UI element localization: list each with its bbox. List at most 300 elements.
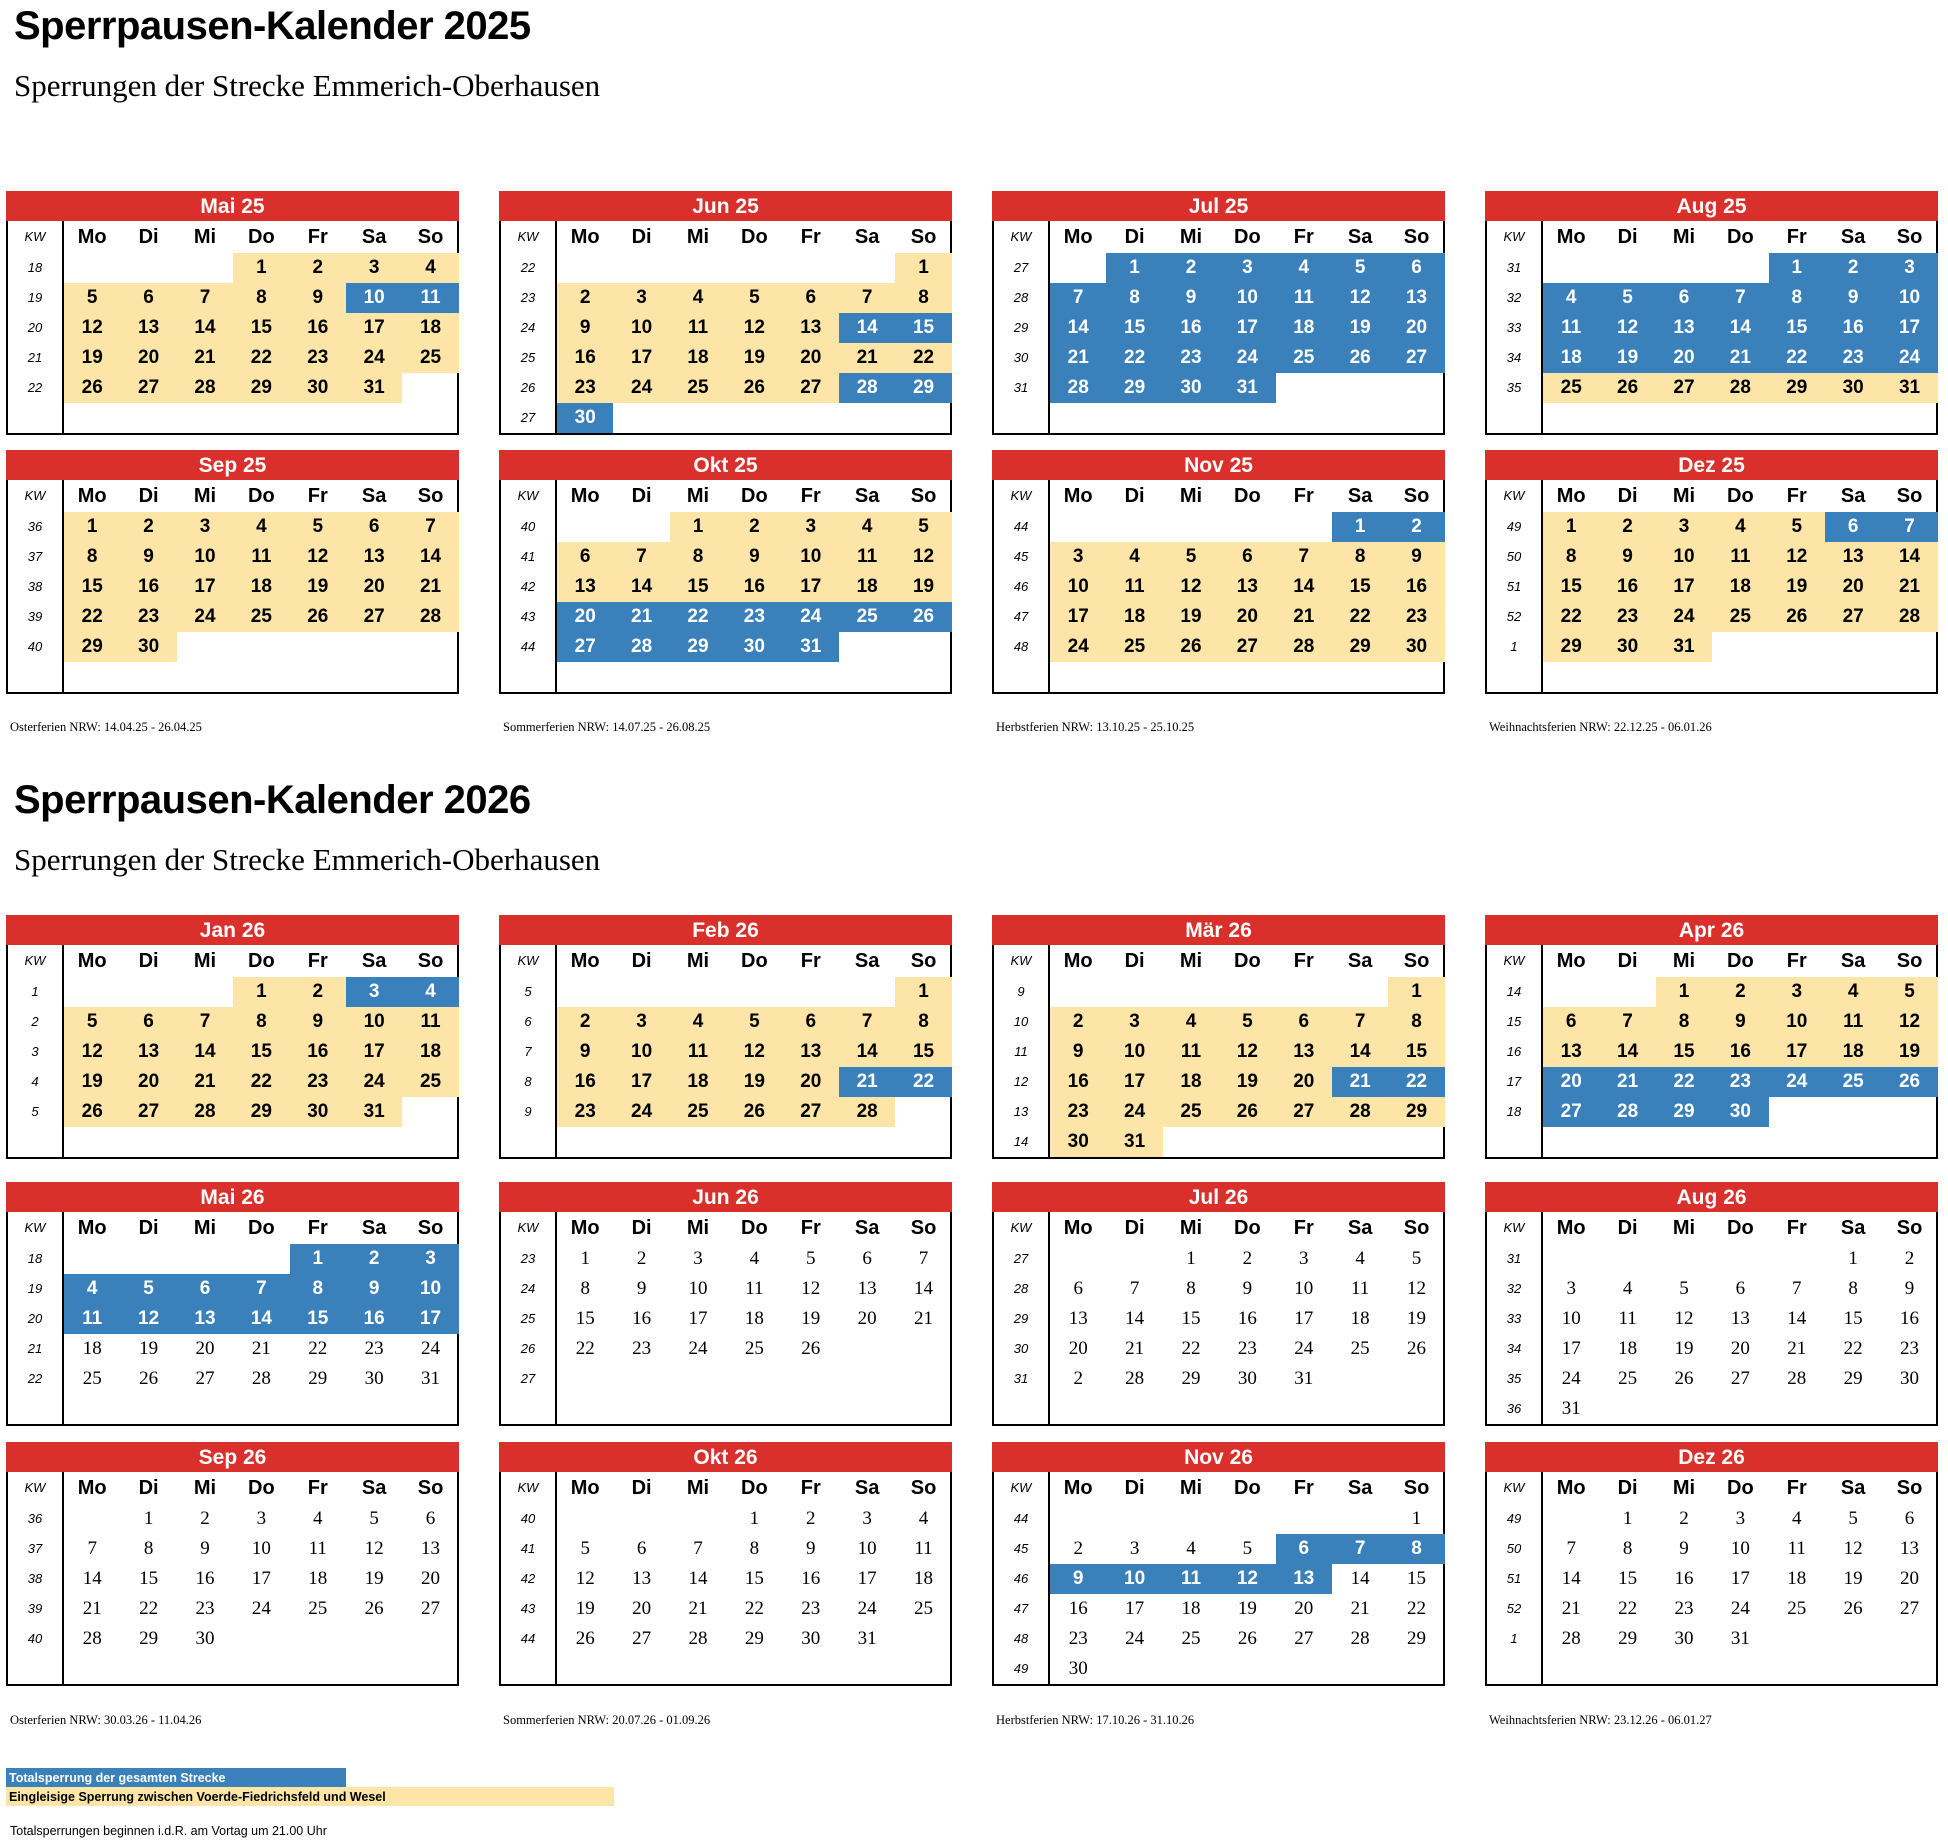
day-cell: 6 bbox=[862, 1248, 872, 1269]
day-cell: 1 bbox=[580, 1248, 590, 1269]
empty-day-cell bbox=[1106, 403, 1162, 433]
week-number bbox=[994, 1394, 1048, 1424]
day-cell: 26 bbox=[364, 1598, 384, 1619]
day-cell: 7 bbox=[1881, 512, 1937, 542]
day-cell: 28 bbox=[1881, 602, 1937, 632]
day-cell: 5 bbox=[120, 1274, 176, 1304]
month-calendar bbox=[6, 191, 459, 435]
day-cell: 21 bbox=[1350, 1598, 1370, 1619]
week-row bbox=[1487, 1654, 1936, 1684]
day-cell: 31 bbox=[1219, 373, 1275, 403]
weekday-header: Mo bbox=[1063, 1217, 1093, 1239]
weekday-header: Do bbox=[1234, 950, 1261, 972]
day-cell: 20 bbox=[421, 1568, 441, 1589]
month-calendar bbox=[992, 450, 1445, 694]
day-cell: 29 bbox=[1843, 1368, 1863, 1389]
empty-day-cell bbox=[1599, 1127, 1655, 1157]
day-cell: 4 bbox=[233, 512, 289, 542]
ferien-2025-herbst: Herbstferien NRW: 13.10.25 - 25.10.25 bbox=[996, 720, 1195, 734]
week-number: 13 bbox=[1013, 1104, 1029, 1119]
day-cell: 2 bbox=[1242, 1248, 1253, 1269]
day-cell: 23 bbox=[1163, 343, 1219, 373]
day-cell: 8 bbox=[1186, 1278, 1196, 1299]
empty-day-cell bbox=[670, 1394, 726, 1424]
day-cell: 8 bbox=[1543, 542, 1599, 572]
day-cell: 23 bbox=[1825, 343, 1881, 373]
day-cell: 24 bbox=[421, 1338, 441, 1359]
empty-day-cell bbox=[177, 632, 233, 662]
day-cell: 27 bbox=[1825, 602, 1881, 632]
day-cell: 14 bbox=[1787, 1308, 1807, 1329]
day-cell: 8 bbox=[1769, 283, 1825, 313]
day-cell: 31 bbox=[783, 632, 839, 662]
day-cell: 7 bbox=[839, 283, 895, 313]
day-cell: 13 bbox=[1276, 1037, 1332, 1067]
day-cell: 24 bbox=[688, 1338, 708, 1359]
day-cell: 30 bbox=[1599, 632, 1655, 662]
day-cell: 26 bbox=[1163, 632, 1219, 662]
empty-day-cell bbox=[1881, 662, 1937, 692]
week-number: 39 bbox=[27, 1601, 43, 1616]
day-cell: 1 bbox=[233, 977, 289, 1007]
empty-day-cell bbox=[1388, 373, 1444, 403]
empty-day-cell bbox=[64, 403, 120, 433]
empty-day-cell bbox=[613, 1654, 669, 1684]
week-number: 2 bbox=[31, 1014, 39, 1029]
week-row bbox=[1487, 662, 1936, 692]
day-cell: 28 bbox=[1712, 373, 1768, 403]
weekday-header: Mi bbox=[1179, 485, 1203, 507]
empty-day-cell bbox=[1543, 1127, 1599, 1157]
month-calendar bbox=[499, 1182, 952, 1426]
day-cell: 28 bbox=[1050, 373, 1106, 403]
week-row bbox=[1487, 1097, 1936, 1127]
day-cell: 17 bbox=[1294, 1308, 1314, 1329]
empty-day-cell bbox=[177, 977, 233, 1007]
week-row bbox=[994, 1504, 1443, 1534]
day-cell: 20 bbox=[346, 572, 402, 602]
day-cell: 21 bbox=[251, 1338, 271, 1359]
day-cell: 19 bbox=[801, 1308, 821, 1329]
day-cell: 22 bbox=[1106, 343, 1162, 373]
weekday-header: Sa bbox=[1840, 950, 1866, 972]
month-header: Okt 26 bbox=[499, 1442, 952, 1472]
day-cell: 20 bbox=[1068, 1338, 1088, 1359]
day-cell: 5 bbox=[1881, 977, 1937, 1007]
day-cell: 21 bbox=[177, 343, 233, 373]
day-cell: 21 bbox=[1276, 602, 1332, 632]
empty-day-cell bbox=[290, 662, 346, 692]
empty-day-cell bbox=[1599, 1394, 1655, 1424]
week-number: 20 bbox=[27, 320, 43, 335]
day-cell: 6 bbox=[425, 1508, 436, 1529]
day-cell: 26 bbox=[726, 373, 782, 403]
day-cell: 3 bbox=[862, 1508, 872, 1529]
week-row bbox=[8, 1244, 457, 1274]
day-cell: 6 bbox=[1904, 1508, 1915, 1529]
week-row bbox=[8, 1624, 457, 1654]
weekday-header: Sa bbox=[854, 226, 880, 248]
weekday-header: So bbox=[910, 1477, 937, 1499]
week-number: 47 bbox=[1013, 609, 1029, 624]
week-row bbox=[994, 1564, 1443, 1594]
empty-day-cell bbox=[895, 1127, 951, 1157]
week-number: 39 bbox=[27, 609, 43, 624]
day-cell: 11 bbox=[1106, 572, 1162, 602]
day-cell: 5 bbox=[580, 1538, 590, 1559]
week-row bbox=[8, 662, 457, 692]
day-cell: 17 bbox=[613, 1067, 669, 1097]
empty-day-cell bbox=[120, 403, 176, 433]
empty-day-cell bbox=[839, 1394, 895, 1424]
week-number: 43 bbox=[520, 609, 536, 624]
day-cell: 13 bbox=[1388, 283, 1444, 313]
day-cell: 5 bbox=[1411, 1248, 1422, 1269]
day-cell: 22 bbox=[64, 602, 120, 632]
week-row bbox=[994, 1334, 1443, 1364]
day-cell: 4 bbox=[1622, 1278, 1633, 1299]
weekday-header: Mi bbox=[1672, 950, 1696, 972]
week-number: 27 bbox=[1013, 260, 1029, 275]
day-cell: 2 bbox=[1825, 253, 1881, 283]
day-cell: 26 bbox=[801, 1338, 821, 1359]
day-cell: 8 bbox=[143, 1538, 154, 1559]
ferien-2025-weihnacht: Weihnachtsferien NRW: 22.12.25 - 06.01.26 bbox=[1489, 720, 1712, 734]
day-cell: 3 bbox=[1129, 1538, 1140, 1559]
day-cell: 18 bbox=[1618, 1338, 1638, 1359]
week-row bbox=[994, 602, 1443, 632]
day-cell: 1 bbox=[1769, 253, 1825, 283]
day-cell: 1 bbox=[1388, 977, 1444, 1007]
day-cell: 11 bbox=[1163, 1564, 1219, 1594]
empty-day-cell bbox=[783, 1364, 839, 1394]
day-cell: 1 bbox=[233, 253, 289, 283]
day-cell: 7 bbox=[1792, 1278, 1802, 1299]
day-cell: 12 bbox=[290, 542, 346, 572]
day-cell: 21 bbox=[688, 1598, 708, 1619]
month-header: Jul 25 bbox=[992, 191, 1445, 221]
day-cell: 19 bbox=[726, 343, 782, 373]
day-cell: 31 bbox=[1730, 1628, 1750, 1649]
week-row bbox=[1487, 1274, 1936, 1304]
day-cell: 14 bbox=[1050, 313, 1106, 343]
empty-day-cell bbox=[1163, 512, 1219, 542]
empty-day-cell bbox=[783, 1654, 839, 1684]
week-row bbox=[1487, 632, 1936, 662]
week-number: 31 bbox=[1013, 380, 1029, 395]
empty-day-cell bbox=[402, 373, 458, 403]
empty-day-cell bbox=[1881, 1097, 1937, 1127]
day-cell: 6 bbox=[120, 1007, 176, 1037]
day-cell: 5 bbox=[1769, 512, 1825, 542]
week-number: 20 bbox=[27, 1311, 43, 1326]
month-calendar bbox=[499, 191, 952, 435]
week-row bbox=[8, 1394, 457, 1424]
week-number: 3 bbox=[31, 1044, 39, 1059]
day-cell: 12 bbox=[801, 1278, 821, 1299]
empty-day-cell bbox=[1543, 403, 1599, 433]
day-cell: 15 bbox=[1181, 1308, 1201, 1329]
day-cell: 26 bbox=[64, 1097, 120, 1127]
day-cell: 13 bbox=[120, 1037, 176, 1067]
kw-header: KW bbox=[1503, 1480, 1525, 1495]
weekday-header: So bbox=[1403, 1477, 1430, 1499]
week-number: 22 bbox=[520, 260, 536, 275]
day-cell: 3 bbox=[346, 253, 402, 283]
day-cell: 7 bbox=[1050, 283, 1106, 313]
day-cell: 4 bbox=[1163, 1007, 1219, 1037]
day-cell: 22 bbox=[1181, 1338, 1201, 1359]
day-cell: 29 bbox=[1388, 1097, 1444, 1127]
weekday-header: Mo bbox=[77, 950, 107, 972]
week-number: 28 bbox=[1013, 290, 1029, 305]
day-cell: 19 bbox=[364, 1568, 384, 1589]
day-cell: 3 bbox=[256, 1508, 267, 1529]
day-cell: 15 bbox=[233, 1037, 289, 1067]
empty-day-cell bbox=[346, 662, 402, 692]
day-cell: 7 bbox=[918, 1248, 929, 1269]
day-cell: 5 bbox=[64, 283, 120, 313]
day-cell: 7 bbox=[233, 1274, 289, 1304]
day-cell: 6 bbox=[1825, 512, 1881, 542]
day-cell: 20 bbox=[783, 1067, 839, 1097]
week-row bbox=[501, 542, 950, 572]
empty-day-cell bbox=[1276, 1127, 1332, 1157]
day-cell: 6 bbox=[1219, 542, 1275, 572]
empty-day-cell bbox=[1712, 1244, 1768, 1274]
empty-day-cell bbox=[177, 403, 233, 433]
day-cell: 2 bbox=[1163, 253, 1219, 283]
day-cell: 19 bbox=[64, 1067, 120, 1097]
empty-day-cell bbox=[120, 1394, 176, 1424]
weekday-header: Mo bbox=[1556, 1217, 1586, 1239]
ferien-2025-oster: Osterferien NRW: 14.04.25 - 26.04.25 bbox=[10, 720, 202, 734]
day-cell: 22 bbox=[1407, 1598, 1427, 1619]
day-cell: 24 bbox=[1125, 1628, 1145, 1649]
day-cell: 29 bbox=[1106, 373, 1162, 403]
day-cell: 25 bbox=[308, 1598, 328, 1619]
kw-header: KW bbox=[517, 488, 539, 503]
month-header: Feb 26 bbox=[499, 915, 952, 945]
day-cell: 16 bbox=[1674, 1568, 1694, 1589]
day-cell: 14 bbox=[82, 1568, 102, 1589]
weekday-header: Sa bbox=[1840, 1217, 1866, 1239]
week-number: 27 bbox=[520, 410, 536, 425]
week-row bbox=[8, 1127, 457, 1157]
day-cell: 23 bbox=[290, 1067, 346, 1097]
empty-day-cell bbox=[1656, 1654, 1712, 1684]
empty-day-cell bbox=[783, 977, 839, 1007]
day-cell: 16 bbox=[1825, 313, 1881, 343]
month-header: Mär 26 bbox=[992, 915, 1445, 945]
weekday-header: Di bbox=[138, 950, 159, 972]
empty-day-cell bbox=[1332, 373, 1388, 403]
month-header: Apr 26 bbox=[1485, 915, 1938, 945]
day-cell: 22 bbox=[1843, 1338, 1863, 1359]
empty-day-cell bbox=[726, 1654, 782, 1684]
day-cell: 11 bbox=[1825, 1007, 1881, 1037]
empty-day-cell bbox=[726, 977, 782, 1007]
weekday-header: So bbox=[417, 1477, 444, 1499]
kw-header: KW bbox=[517, 1220, 539, 1235]
empty-day-cell bbox=[726, 1394, 782, 1424]
weekday-header: Di bbox=[1124, 1477, 1145, 1499]
week-row bbox=[8, 253, 457, 283]
empty-day-cell bbox=[1219, 1394, 1275, 1424]
day-cell: 21 bbox=[1332, 1067, 1388, 1097]
empty-day-cell bbox=[1332, 1654, 1388, 1684]
weekday-header: Mi bbox=[1179, 1477, 1203, 1499]
week-row bbox=[8, 1037, 457, 1067]
week-number: 14 bbox=[1506, 984, 1522, 999]
day-cell: 11 bbox=[233, 542, 289, 572]
day-cell: 10 bbox=[1106, 1037, 1162, 1067]
empty-day-cell bbox=[1712, 662, 1768, 692]
week-row bbox=[1487, 253, 1936, 283]
day-cell: 23 bbox=[1674, 1598, 1694, 1619]
day-cell: 3 bbox=[1769, 977, 1825, 1007]
day-cell: 4 bbox=[918, 1508, 929, 1529]
day-cell: 8 bbox=[1388, 1007, 1444, 1037]
day-cell: 9 bbox=[726, 542, 782, 572]
empty-day-cell bbox=[346, 1624, 402, 1654]
day-cell: 28 bbox=[177, 1097, 233, 1127]
day-cell: 1 bbox=[1411, 1508, 1422, 1529]
day-cell: 25 bbox=[1163, 1097, 1219, 1127]
weekday-header: Di bbox=[1617, 485, 1638, 507]
day-cell: 3 bbox=[346, 977, 402, 1007]
day-cell: 2 bbox=[557, 1007, 613, 1037]
day-cell: 16 bbox=[726, 572, 782, 602]
weekday-header: Mi bbox=[686, 226, 710, 248]
day-cell: 21 bbox=[914, 1308, 934, 1329]
week-number: 37 bbox=[27, 549, 43, 564]
empty-day-cell bbox=[895, 1394, 951, 1424]
day-cell: 5 bbox=[1219, 1007, 1275, 1037]
weekday-header: Sa bbox=[854, 1217, 880, 1239]
week-number: 50 bbox=[1506, 549, 1522, 564]
day-cell: 4 bbox=[1792, 1508, 1802, 1529]
day-cell: 21 bbox=[1561, 1598, 1581, 1619]
weekday-header: Di bbox=[1617, 1477, 1638, 1499]
empty-day-cell bbox=[1881, 632, 1937, 662]
empty-day-cell bbox=[290, 1624, 346, 1654]
empty-day-cell bbox=[1543, 662, 1599, 692]
month-calendar bbox=[992, 191, 1445, 435]
day-cell: 26 bbox=[1219, 1097, 1275, 1127]
day-cell: 15 bbox=[233, 313, 289, 343]
week-row bbox=[501, 283, 950, 313]
weekday-header: Do bbox=[1727, 1217, 1754, 1239]
day-cell: 12 bbox=[364, 1538, 384, 1559]
kw-header: KW bbox=[1010, 1220, 1032, 1235]
day-cell: 30 bbox=[557, 403, 613, 433]
empty-day-cell bbox=[1332, 1364, 1388, 1394]
weekday-header: Do bbox=[741, 1477, 768, 1499]
day-cell: 30 bbox=[1163, 373, 1219, 403]
day-cell: 10 bbox=[1881, 283, 1937, 313]
day-cell: 27 bbox=[1730, 1368, 1750, 1389]
day-cell: 24 bbox=[1656, 602, 1712, 632]
day-cell: 10 bbox=[1656, 542, 1712, 572]
day-cell: 25 bbox=[233, 602, 289, 632]
day-cell: 21 bbox=[1599, 1067, 1655, 1097]
week-row bbox=[8, 1364, 457, 1394]
kw-header: KW bbox=[1010, 488, 1032, 503]
day-cell: 9 bbox=[1904, 1278, 1915, 1299]
week-row bbox=[994, 1067, 1443, 1097]
day-cell: 30 bbox=[1237, 1368, 1257, 1389]
day-cell: 18 bbox=[1787, 1568, 1807, 1589]
empty-day-cell bbox=[1599, 253, 1655, 283]
day-cell: 11 bbox=[1618, 1308, 1637, 1329]
day-cell: 12 bbox=[1219, 1037, 1275, 1067]
day-cell: 29 bbox=[895, 373, 951, 403]
day-cell: 5 bbox=[290, 512, 346, 542]
day-cell: 6 bbox=[1735, 1278, 1746, 1299]
day-cell: 14 bbox=[839, 313, 895, 343]
day-cell: 7 bbox=[1332, 1007, 1388, 1037]
weekday-header: Fr bbox=[1786, 485, 1807, 507]
kw-header: KW bbox=[24, 1220, 46, 1235]
day-cell: 27 bbox=[632, 1628, 652, 1649]
day-cell: 25 bbox=[744, 1338, 764, 1359]
day-cell: 19 bbox=[64, 343, 120, 373]
day-cell: 24 bbox=[346, 343, 402, 373]
week-number: 9 bbox=[1017, 984, 1025, 999]
weekday-header: Mo bbox=[1063, 950, 1093, 972]
empty-day-cell bbox=[1543, 1244, 1599, 1274]
day-cell: 1 bbox=[64, 512, 120, 542]
day-cell: 24 bbox=[613, 1097, 669, 1127]
day-cell: 21 bbox=[82, 1598, 102, 1619]
week-number: 35 bbox=[1506, 380, 1522, 395]
empty-day-cell bbox=[1769, 1127, 1825, 1157]
weekday-header: Mi bbox=[193, 485, 217, 507]
kw-header: KW bbox=[1010, 229, 1032, 244]
week-row bbox=[1487, 512, 1936, 542]
day-cell: 10 bbox=[783, 542, 839, 572]
day-cell: 28 bbox=[688, 1628, 708, 1649]
day-cell: 8 bbox=[1848, 1278, 1858, 1299]
empty-day-cell bbox=[346, 1394, 402, 1424]
empty-day-cell bbox=[839, 1334, 895, 1364]
week-row bbox=[501, 977, 950, 1007]
subtitle-2025: Sperrungen der Strecke Emmerich-Oberhausen bbox=[14, 68, 601, 103]
day-cell: 21 bbox=[839, 1067, 895, 1097]
day-cell: 13 bbox=[1276, 1564, 1332, 1594]
day-cell: 17 bbox=[857, 1568, 877, 1589]
day-cell: 3 bbox=[693, 1248, 703, 1269]
empty-day-cell bbox=[613, 1127, 669, 1157]
weekday-header: Mo bbox=[77, 1217, 107, 1239]
day-cell: 18 bbox=[1181, 1598, 1201, 1619]
empty-day-cell bbox=[1712, 253, 1768, 283]
week-number: 1 bbox=[31, 984, 39, 999]
day-cell: 19 bbox=[1769, 572, 1825, 602]
week-row bbox=[1487, 542, 1936, 572]
empty-day-cell bbox=[177, 662, 233, 692]
day-cell: 28 bbox=[1599, 1097, 1655, 1127]
week-number: 29 bbox=[1013, 320, 1029, 335]
week-number: 46 bbox=[1013, 1571, 1029, 1586]
day-cell: 30 bbox=[1050, 1127, 1106, 1157]
day-cell: 16 bbox=[557, 343, 613, 373]
day-cell: 2 bbox=[726, 512, 782, 542]
day-cell: 2 bbox=[557, 283, 613, 313]
day-cell: 22 bbox=[308, 1338, 328, 1359]
empty-day-cell bbox=[1219, 403, 1275, 433]
